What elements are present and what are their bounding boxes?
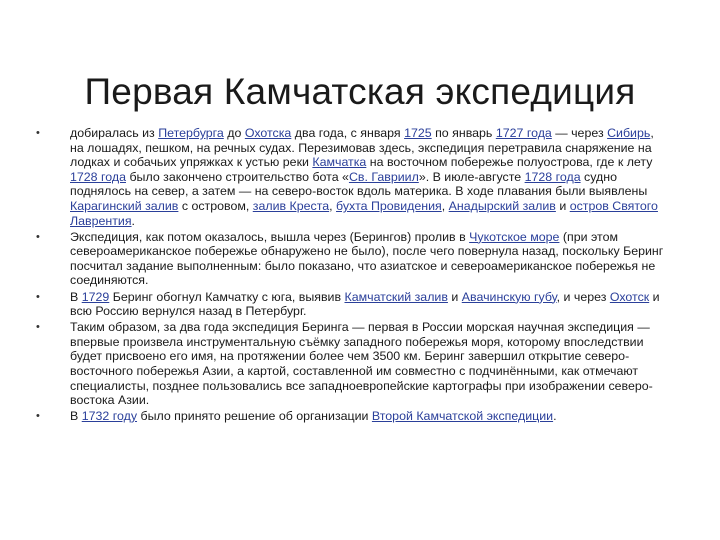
bullet-dot-icon: • <box>36 127 40 139</box>
bullet-text: добиралась из <box>70 126 159 140</box>
bullet-text: В <box>70 409 82 424</box>
bullet-item <box>36 126 668 228</box>
bullet-text: . <box>553 409 557 424</box>
bullet-link[interactable]: Охотск <box>609 289 650 304</box>
bullet-text: до <box>223 126 245 140</box>
bullet-link[interactable]: Карагинский залив <box>70 198 179 213</box>
bullet-link[interactable]: Чукотское море <box>469 229 560 244</box>
bullet-list <box>36 126 668 425</box>
bullet-item <box>36 230 668 288</box>
bullet-link[interactable]: Петербурга <box>158 126 224 140</box>
bullet-link[interactable]: 1728 года <box>524 169 581 184</box>
bullet-text: (при этом североамериканское побережье обнаружено не было), после чего повернула назад, поскольку Беринг посчитал задание выполненным: было показано, что азиатское и североамериканское побережья не соединяются. <box>70 229 664 288</box>
bullet-link[interactable]: 1727 года <box>495 126 552 140</box>
bullet-link[interactable]: Камчатка <box>312 155 367 170</box>
bullet-link[interactable]: Охотска <box>244 126 292 140</box>
bullet-text: ». В июле-августе <box>418 169 525 184</box>
bullet-text: Беринг обогнул Камчатку с юга, выявив <box>109 289 345 304</box>
bullet-link[interactable]: Второй Камчатской экспедиции <box>371 409 554 424</box>
bullet-dot-icon: • <box>36 230 40 243</box>
bullet-text: В <box>70 289 82 304</box>
bullet-link[interactable]: бухта Провидения <box>336 198 442 213</box>
bullet-link[interactable]: Камчатский залив <box>344 289 448 304</box>
page-title: Первая Камчатская экспедиция <box>84 70 636 112</box>
bullet-link[interactable]: остров Святого Лаврентия <box>70 198 658 228</box>
bullet-text: , и через <box>556 289 610 304</box>
bullet-item <box>36 320 668 408</box>
bullet-text: было закончено строительство бота « <box>126 169 349 184</box>
bullet-dot-icon: • <box>36 321 40 334</box>
bullet-text: судно поднялось на север, а затем — на северо-восток вдоль материка. В ходе плавания были выявлены <box>70 169 648 199</box>
bullet-link[interactable]: залив Креста <box>252 198 330 213</box>
bullet-text: Таким образом, за два года экспедиция Беринга — первая в России морская научная экспедиция — впервые произвела инструментальную съёмку западного побережья моря, которому впоследствии будет присвоено его имя, на протяжении более чем 3500 км. Беринг завершил открытие северо-восточного побережья Азии, а картой, составленной им совместно с подчинёнными, как отмечают специалисты, позднее пользовались все западноевропейские картографы при изображении северо-востока Азии. <box>70 320 653 408</box>
bullet-item <box>36 290 668 319</box>
bullet-link[interactable]: Анадырский залив <box>448 198 556 213</box>
bullet-text: . <box>131 213 135 228</box>
bullet-link[interactable]: 1725 <box>404 126 432 140</box>
bullet-link[interactable]: Сибирь <box>607 126 651 140</box>
bullet-text: два года, с января <box>291 126 405 140</box>
bullet-text: Экспедиция, как потом оказалось, вышла через (Берингов) пролив в <box>70 229 470 244</box>
bullet-text: , <box>441 198 449 213</box>
bullet-text: — через <box>551 126 608 140</box>
bullet-text: на восточном побережье полуострова, где к лету <box>366 155 653 170</box>
bullet-dot-icon: • <box>36 290 40 303</box>
bullet-text: с островом, <box>178 198 253 213</box>
bullet-link[interactable]: 1732 году <box>81 409 138 424</box>
bullet-text: по январь <box>431 126 496 140</box>
bullet-text: и <box>555 198 570 213</box>
bullet-text: , на лошадях, пешком, на речных судах. Перезимовав здесь, экспедиция перетравила снаряжение на лодках и собачьих упряжках к устью реки <box>70 126 654 170</box>
bullet-item <box>36 409 668 424</box>
bullet-text: и <box>447 289 462 304</box>
bullet-dot-icon: • <box>36 410 40 423</box>
bullet-link[interactable]: 1728 года <box>70 169 126 184</box>
bullet-link[interactable]: Авачинскую губу <box>461 289 557 304</box>
bullet-text: было принято решение об организации <box>137 409 372 424</box>
bullet-link[interactable]: Св. Гавриил <box>348 169 419 184</box>
bullet-text: , <box>329 198 337 213</box>
bullet-link[interactable]: 1729 <box>81 289 110 304</box>
bullet-text: и всю Россию вернулся назад в Петербург. <box>70 289 660 319</box>
